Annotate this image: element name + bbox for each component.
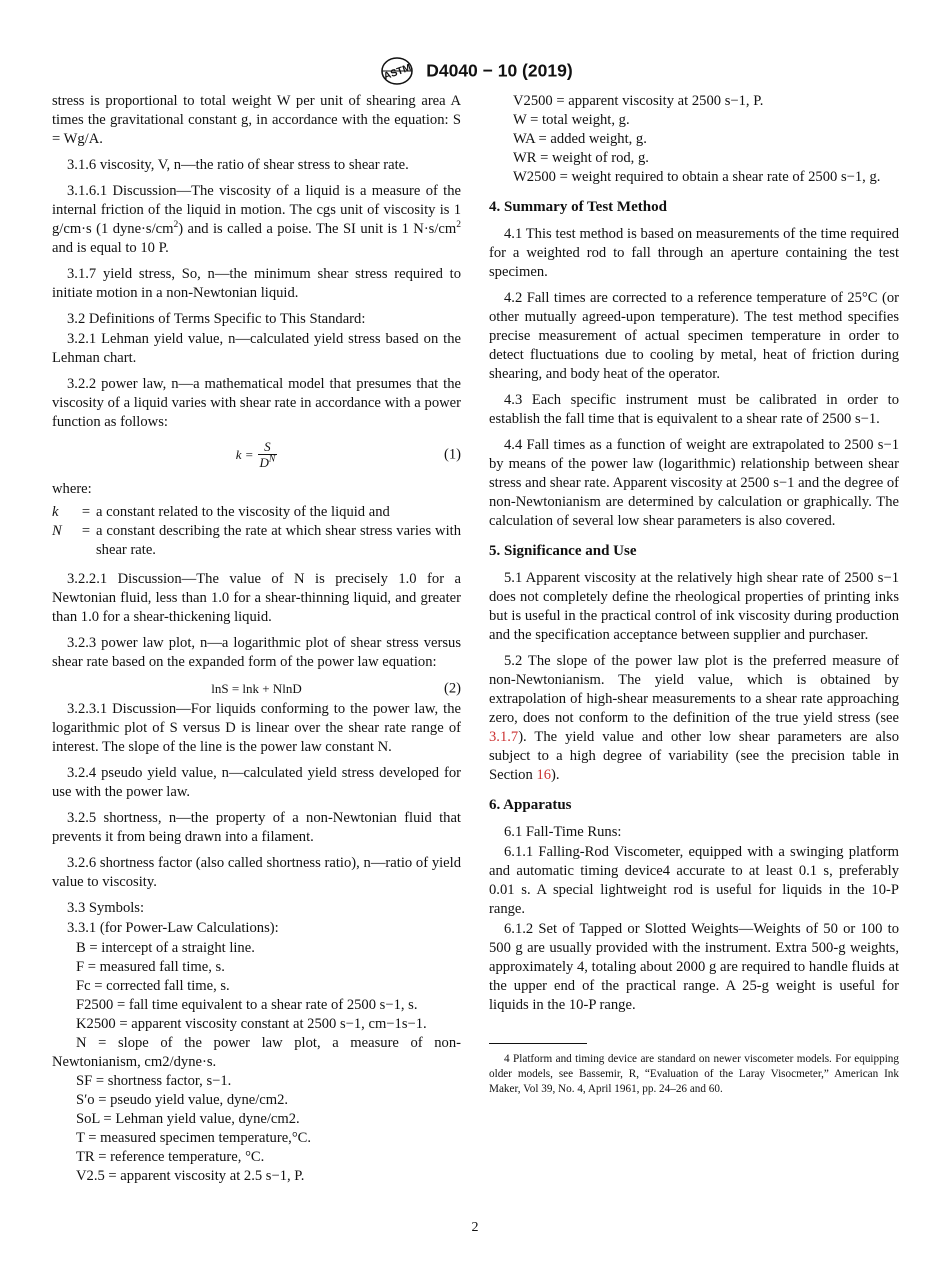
cross-reference-link[interactable]: 16 <box>536 767 552 783</box>
definition-row: N = a constant describing the rate at which shear stress varies with shear rate. <box>52 523 461 558</box>
symbol-item: SF = shortness factor, s−1. <box>76 1073 232 1089</box>
paragraph-3-2-3-1: 3.2.3.1 Discussion—For liquids conforming to the power law, the logarithmic plot of S versus D is linear over the shear rate range of interest. The slope of the line is the power law constant N. <box>52 701 461 755</box>
paragraph-3-1-6-1: 3.1.6.1 Discussion—The viscosity of a liquid is a measure of the internal friction of the liquid in motion. The cgs unit of viscosity is 1 g/cm·s (1 $dyne\cdot s/cm^2$) and is called a poise. The SI unit is 1 $N\cdot s/cm^2$ and is equal to 10 P. <box>52 183 461 256</box>
paragraph-4-3: 4.3 Each specific instrument must be calibrated in order to establish the fall time that is equivalent to a shear rate of 2500 s−1. <box>489 392 899 427</box>
symbol-item: SoL = Lehman yield value, dyne/cm2. <box>76 1111 300 1127</box>
symbol-item: S′o = pseudo yield value, dyne/cm2. <box>76 1092 289 1108</box>
paragraph-6-1-2: 6.1.2 Set of Tapped or Slotted Weights—Weights of 50 or 100 to 500 g are usually provided with the instrument. Extra 500-g weights, approximately 4, totaling about 2000 g are required to handle fluids at the upper end of the practical range. A 25-g weight is useful for liquids in the 10-P range. <box>489 921 899 1013</box>
symbol-item: W = total weight, g. <box>513 112 630 128</box>
right-column <box>489 92 899 1097</box>
paragraph-4-4: 4.4 Fall times as a function of weight are extrapolated to 2500 s−1 by means of the power law (logarithmic) relationship between shear stress and shear rate. Apparent viscosity at 2500 s−1 and the degree of non-Newtonianism are determined by calculation or graphically. The calculation of several low shear parameters is also covered. <box>489 437 899 529</box>
section-heading-4: 4. Summary of Test Method <box>489 199 667 215</box>
left-column <box>52 92 461 1186</box>
paragraph-3-2: 3.2 Definitions of Terms Specific to This Standard: <box>67 311 366 327</box>
paragraph-3-2-2-1: 3.2.2.1 Discussion—The value of N is precisely 1.0 for a Newtonian fluid, less than 1.0 for a shear-thinning liquid, and greater than 1.0 for a shear-thickening liquid. <box>52 571 461 625</box>
paragraph-3-2-6: 3.2.6 shortness factor (also called shortness ratio), n—ratio of yield value to viscosity. <box>52 855 461 890</box>
cross-reference-link[interactable]: 3.1.7 <box>489 729 519 745</box>
symbol-item: V2.5 = apparent viscosity at 2.5 s−1, P. <box>76 1168 305 1184</box>
where-label: where: <box>52 481 92 497</box>
equation-number: (1) <box>443 446 461 462</box>
page-header <box>0 56 950 86</box>
symbol-list <box>52 939 461 1186</box>
paragraph-3-2-5: 3.2.5 shortness, n—the property of a non-Newtonian fluid that prevents it from being drawn into a filament. <box>52 810 461 845</box>
definition-list <box>52 503 461 560</box>
paragraph-3-2-3: 3.2.3 power law plot, n—a logarithmic plot of shear stress versus shear rate based on the expanded form of the power law equation: <box>52 635 461 670</box>
paragraph-5-2: 5.2 The slope of the power law plot is the preferred measure of non-Newtonianism. The yield value, which is obtained by extrapolation of high-shear measurements to a shear rate approaching zero, does not conform to the definition of the true yield stress (see 3.1.7). The yield value and other low shear parameters are also subject to a high degree of variability (see the precision table in Section 16). <box>489 653 899 783</box>
definition-row: k = a constant related to the viscosity of the liquid and <box>52 504 390 520</box>
section-heading-5: 5. Significance and Use <box>489 543 637 559</box>
symbol-item: T = measured specimen temperature,°C. <box>76 1130 312 1146</box>
symbol-item: V2500 = apparent viscosity at 2500 s−1, P. <box>513 93 764 109</box>
paragraph-3-1-7: 3.1.7 yield stress, So, n—the minimum shear stress required to initiate motion in a non-Newtonian liquid. <box>52 266 461 301</box>
paragraph-3-3-1: 3.3.1 (for Power-Law Calculations): <box>67 920 279 936</box>
footnote-divider <box>489 1043 587 1044</box>
symbol-item: K2500 = apparent viscosity constant at 2500 s−1, cm−1s−1. <box>76 1016 427 1032</box>
symbol-item: F2500 = fall time equivalent to a shear rate of 2500 s−1, s. <box>76 997 418 1013</box>
symbol-item: F = measured fall time, s. <box>76 959 225 975</box>
svg-text:ASTM: ASTM <box>382 62 414 83</box>
symbol-item: N = slope of the power law plot, a measure of non-Newtonianism, cm2/dyne·s. <box>52 1035 461 1070</box>
symbol-item: W2500 = weight required to obtain a shear rate of 2500 s−1, g. <box>513 169 881 185</box>
astm-logo-icon <box>377 56 417 86</box>
symbol-item: Fc = corrected fall time, s. <box>76 978 230 994</box>
paragraph-3-3: 3.3 Symbols: <box>67 900 145 916</box>
document-title: D4040 − 10 (2019) <box>426 60 573 81</box>
paragraph-3-2-4: 3.2.4 pseudo yield value, n—calculated yield stress developed for use with the power law. <box>52 765 461 800</box>
paragraph-intro: stress is proportional to total weight W per unit of shearing area A times the gravitational constant g, in accordance with the equation: S = Wg/A. <box>52 93 461 147</box>
paragraph-3-1-6: 3.1.6 viscosity, V, n—the ratio of shear stress to shear rate. <box>67 157 409 173</box>
paragraph-3-2-1: 3.2.1 Lehman yield value, n—calculated yield stress based on the Lehman chart. <box>52 331 461 366</box>
paragraph-3-2-2: 3.2.2 power law, n—a mathematical model that presumes that the viscosity of a liquid varies with shear rate in accordance with a power function as follows: <box>52 376 461 430</box>
section-heading-6: 6. Apparatus <box>489 797 572 813</box>
paragraph-4-1: 4.1 This test method is based on measurements of the time required for a weighted rod to fall through an aperture containing the test specimen. <box>489 226 899 280</box>
paragraph-6-1: 6.1 Fall-Time Runs: <box>504 824 622 840</box>
page-number: 2 <box>471 1220 479 1235</box>
equation-number: (2) <box>443 680 461 696</box>
equation-2: lnS = lnk + NlnD (2) <box>211 680 461 696</box>
equation-1: k = $\frac{S}{D^N}$ (1) <box>235 439 461 470</box>
symbol-item: TR = reference temperature, °C. <box>76 1149 265 1165</box>
footnote: 4 Platform and timing device are standard on newer viscometer models. For equipping older models, see Bassemir, R, “Evaluation of the Laray Visocmeter,” American Ink Maker, Vol 39, No. 4, April 1961, pp. 24–26 and 60. <box>489 1053 899 1095</box>
paragraph-4-2: 4.2 Fall times are corrected to a reference temperature of 25°C (or other mutually agreed-upon temperature). The test method specifies precise measurement of actual specimen temperature in order to detect fluctuations due to cooling by metal, heat of friction during shearing, and body heat of the operator. <box>489 290 899 382</box>
symbol-item: WR = weight of rod, g. <box>513 150 649 166</box>
symbol-list-continued <box>489 92 899 187</box>
symbol-item: WA = added weight, g. <box>513 131 647 147</box>
symbol-item: B = intercept of a straight line. <box>76 940 255 956</box>
paragraph-6-1-1: 6.1.1 Falling-Rod Viscometer, equipped with a swinging platform and automatic timing device4 accurate to at least 0.1 s, preferably 0.01 s. A special lightweight rod is useful for liquids in the 10-P range. <box>489 844 899 917</box>
paragraph-5-1: 5.1 Apparent viscosity at the relatively high shear rate of 2500 s−1 does not completely define the rheological properties of printing inks but is useful in the practical control of ink viscosity during production and the specification acceptance between supplier and purchaser. <box>489 570 899 643</box>
